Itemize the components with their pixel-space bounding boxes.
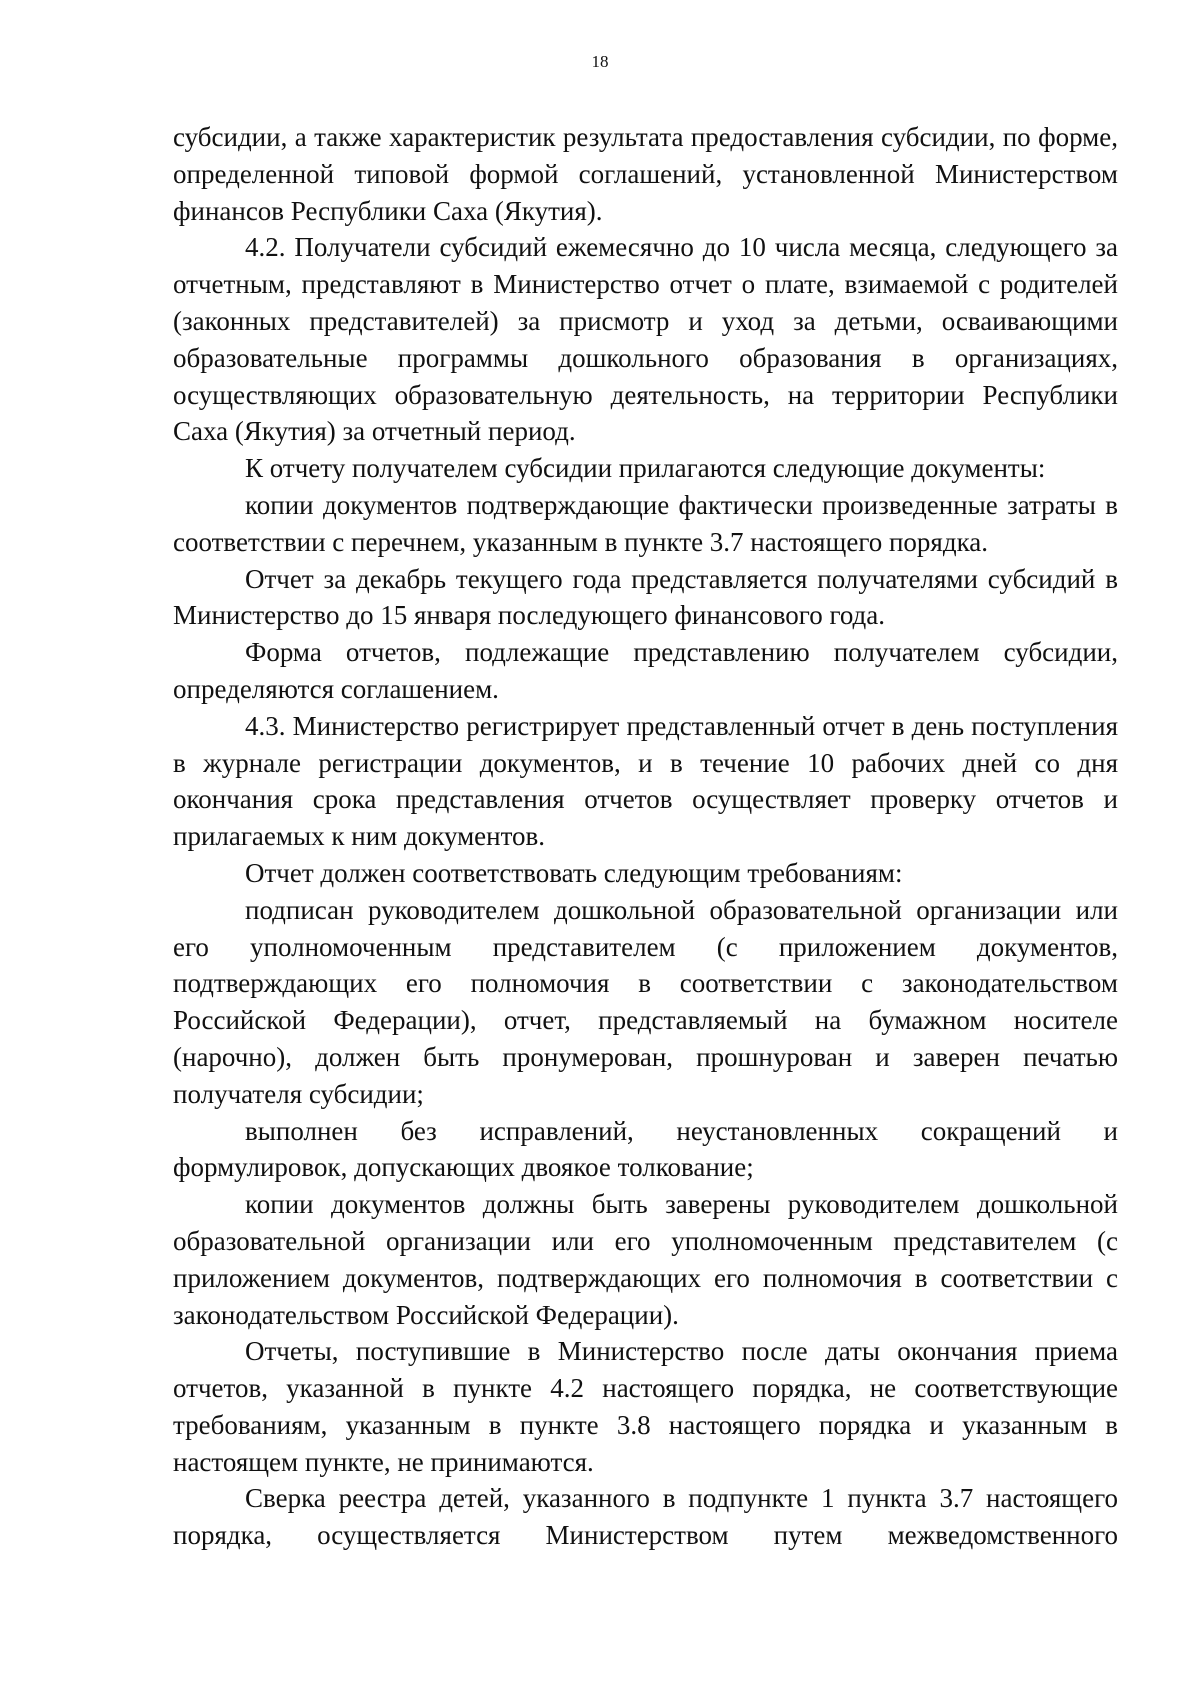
paragraph-december-report: Отчет за декабрь текущего года представляется получателями субсидий в Министерство до 15 января последующего финансового года.: [173, 563, 1118, 631]
paragraph-late-reports: Отчеты, поступившие в Министерство после даты окончания приема отчетов, указанной в пункте 4.2 настоящего порядка, не соответствующие требованиям, указанным в пункте 3.8 настоящего порядка и указанным в настоящем пункте, не принимаются.: [173, 1336, 1118, 1477]
paragraph-certified-copies: копии документов должны быть заверены руководителем дошкольной образовательной организации или его уполномоченным представителем (с приложением документов, подтверждающих его полномочия в соответствии с законодательством Российской Федерации).: [173, 1189, 1118, 1330]
paragraph-registry-check: Сверка реестра детей, указанного в подпункте 1 пункта 3.7 настоящего порядка, осуществляется Министерством путем межведомственного: [173, 1483, 1118, 1551]
paragraph-no-corrections: выполнен без исправлений, неустановленных сокращений и формулировок, допускающих двоякое толкование;: [173, 1115, 1118, 1183]
paragraph-requirements: Отчет должен соответствовать следующим требованиям:: [245, 857, 903, 888]
paragraph-4-3: 4.3. Министерство регистрирует представленный отчет в день поступления в журнале регистрации документов, и в течение 10 рабочих дней со дня окончания срока представления отчетов осуществляет проверку отчетов и прилагаемых к ним документов.: [173, 710, 1118, 852]
page-number: 18: [591, 52, 609, 71]
document-body: [173, 119, 1118, 1554]
paragraph-signed-requirement: подписан руководителем дошкольной образовательной организации или его уполномоченным представителем (с приложением документов, подтверждающих его полномочия в соответствии с законодательством Российской Федерации), отчет, представляемый на бумажном носителе (нарочно), должен быть пронумерован, прошнурован и заверен печатью получателя субсидии;: [173, 894, 1118, 1109]
paragraph-document-copies: копии документов подтверждающие фактически произведенные затраты в соответствии с перечнем, указанным в пункте 3.7 настоящего порядка.: [173, 489, 1118, 557]
paragraph-report-attachments: К отчету получателем субсидии прилагаются следующие документы:: [245, 453, 1046, 484]
paragraph-4-2: 4.2. Получатели субсидий ежемесячно до 10 числа месяца, следующего за отчетным, представляют в Министерство отчет о плате, взимаемой с родителей (законных представителей) за присмотр и уход за детьми, осваивающими образовательные программы дошкольного образования в организациях, осуществляющих образовательную деятельность, на территории Республики Саха (Якутия) за отчетный период.: [173, 232, 1118, 447]
paragraph-subsidy-form: субсидии, а также характеристик результата предоставления субсидии, по форме, определенной типовой формой соглашений, установленной Министерством финансов Республики Саха (Якутия).: [173, 122, 1118, 226]
paragraph-report-form: Форма отчетов, подлежащие представлению получателем субсидии, определяются соглашением.: [173, 637, 1118, 704]
